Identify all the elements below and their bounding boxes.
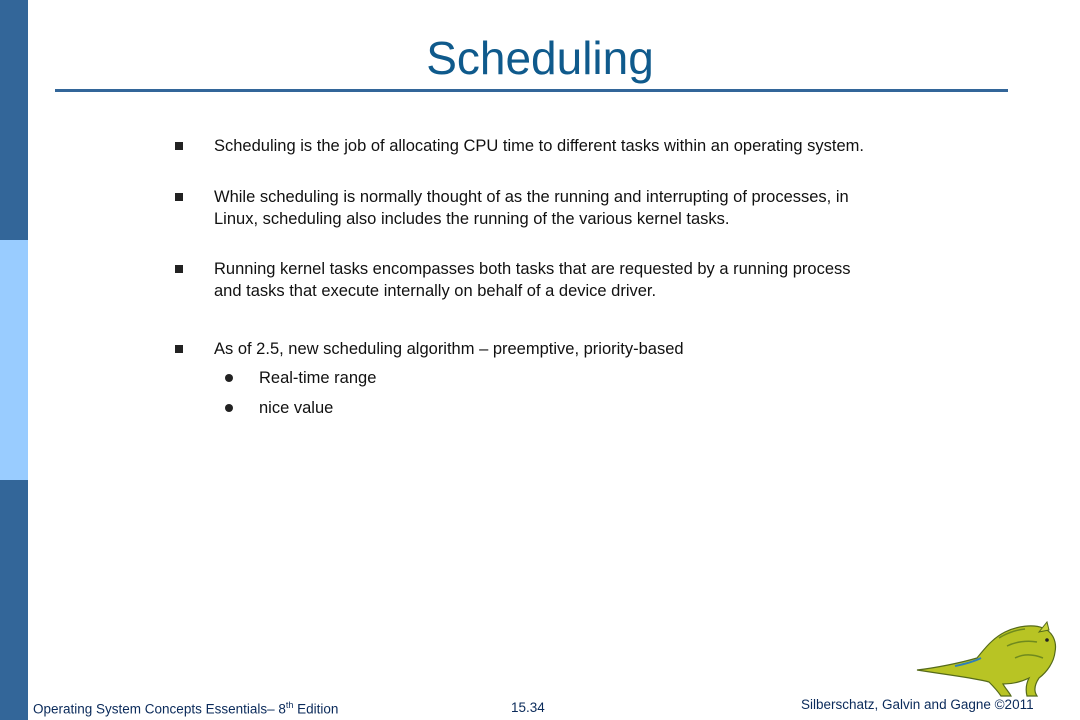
- footer-book-title: Operating System Concepts Essentials– 8th Edition: [33, 700, 339, 717]
- round-bullet-icon: [225, 374, 233, 382]
- dinosaur-logo-icon: [915, 618, 1060, 698]
- bullet-line: While scheduling is normally thought of as the running and interrupting of processes, in: [214, 188, 849, 206]
- sub-bullet-text: nice value: [259, 399, 334, 417]
- sidebar-block-middle: [0, 240, 28, 480]
- bullet-line: and tasks that execute internally on behalf of a device driver.: [214, 282, 657, 300]
- slide-title: Scheduling: [426, 32, 654, 84]
- square-bullet-icon: [175, 265, 183, 273]
- bullet-line: As of 2.5, new scheduling algorithm – preemptive, priority-based: [214, 340, 684, 358]
- bullet-text: [214, 135, 954, 157]
- square-bullet-icon: [175, 142, 183, 150]
- footer-copyright: Silberschatz, Galvin and Gagne ©2011: [801, 697, 1034, 712]
- bullet-text: [214, 258, 954, 302]
- bullet-line: Scheduling is the job of allocating CPU time to different tasks within an operating system.: [214, 137, 864, 155]
- square-bullet-icon: [175, 193, 183, 201]
- title-underline: [55, 89, 1008, 92]
- bullet-line: Running kernel tasks encompasses both tasks that are requested by a running process: [214, 260, 851, 278]
- bullet-text: [214, 338, 954, 360]
- square-bullet-icon: [175, 345, 183, 353]
- round-bullet-icon: [225, 404, 233, 412]
- bullet-text: [214, 186, 954, 230]
- sidebar-block-bottom: [0, 480, 28, 720]
- sub-bullet-text: Real-time range: [259, 369, 377, 387]
- footer-page-number: 15.34: [511, 700, 545, 715]
- bullet-line: Linux, scheduling also includes the running of the various kernel tasks.: [214, 210, 730, 228]
- left-sidebar: [0, 0, 28, 720]
